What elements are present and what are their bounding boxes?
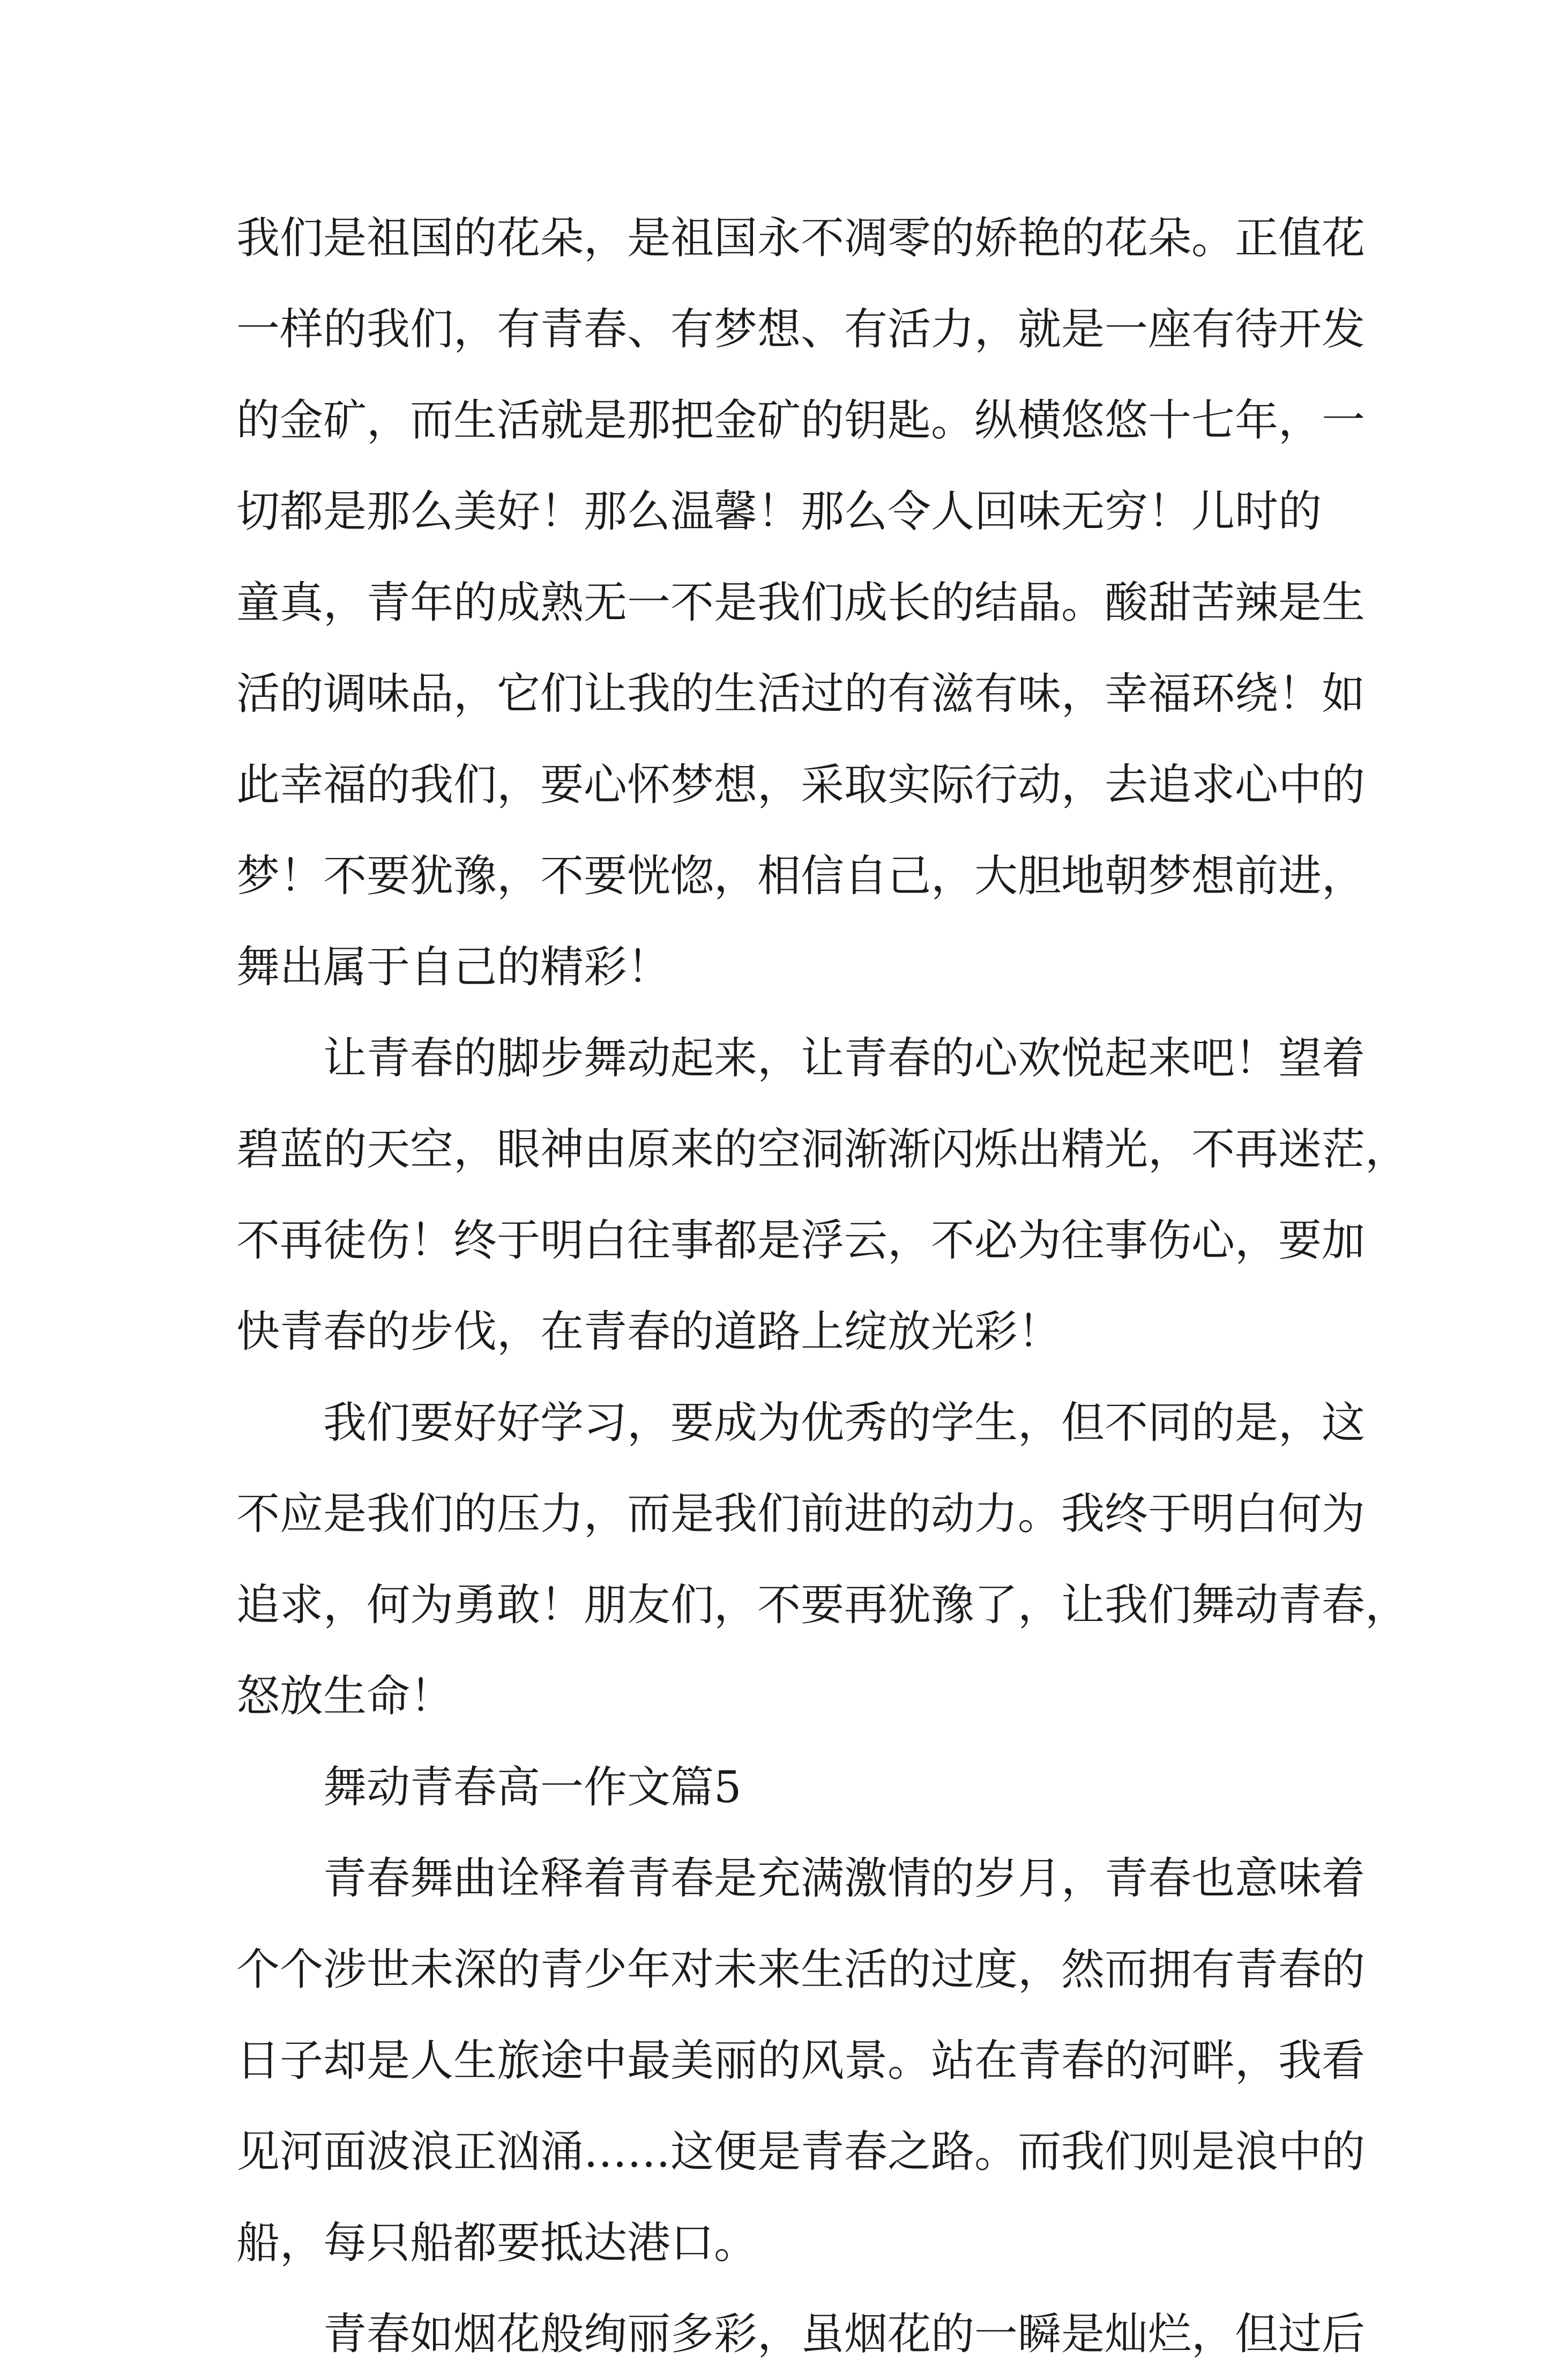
text-line: 不再徒伤！终于明白往事都是浮云，不必为往事伤心，要加 bbox=[236, 1216, 1366, 1266]
text-line: 此幸福的我们，要心怀梦想，采取实际行动，去追求心中的 bbox=[236, 760, 1366, 810]
text-line: 切都是那么美好！那么温馨！那么令人回味无穷！儿时的 bbox=[236, 487, 1322, 537]
text-line: 让青春的脚步舞动起来，让青春的心欢悦起来吧！望着 bbox=[323, 1033, 1366, 1084]
paragraph bbox=[236, 1013, 1409, 1378]
text-line: 舞出属于自己的精彩！ bbox=[236, 942, 671, 993]
text-line: 个个涉世未深的青少年对未来生活的过度，然而拥有青春的 bbox=[236, 1945, 1366, 1995]
paragraph bbox=[236, 193, 1366, 1013]
text-line: 追求，何为勇敢！朋友们，不要再犹豫了，让我们舞动青春， bbox=[236, 1580, 1409, 1631]
text-line: 怒放生命！ bbox=[236, 1671, 454, 1722]
text-line: 青春舞曲诠释着青春是充满激情的岁月，青春也意味着 bbox=[323, 1854, 1366, 1904]
text-line: 我们是祖国的花朵，是祖国永不凋零的娇艳的花朵。正值花 bbox=[236, 213, 1366, 264]
paragraph bbox=[236, 1833, 1366, 2289]
text-line: 活的调味品，它们让我的生活过的有滋有味，幸福环绕！如 bbox=[236, 669, 1366, 719]
text-line: 日子却是人生旅途中最美丽的风景。站在青春的河畔，我看 bbox=[236, 2036, 1366, 2086]
text-line: 快青春的步伐，在青春的道路上绽放光彩！ bbox=[236, 1307, 1062, 1357]
section-heading bbox=[236, 1742, 1330, 1833]
text-line: 船，每只船都要抵达港口。 bbox=[236, 2218, 758, 2269]
text-line: 碧蓝的天空，眼神由原来的空洞渐渐闪烁出精光，不再迷茫， bbox=[236, 1125, 1409, 1175]
text-line: 童真，青年的成熟无一不是我们成长的结晶。酸甜苦辣是生 bbox=[236, 578, 1366, 628]
section-heading-text: 舞动青春高一作文篇5 bbox=[323, 1762, 742, 1813]
essay-body bbox=[236, 193, 1409, 2380]
text-line: 青春如烟花般绚丽多彩，虽烟花的一瞬是灿烂，但过后 bbox=[323, 2309, 1366, 2360]
text-line: 一样的我们，有青春、有梦想、有活力，就是一座有待开发 bbox=[236, 304, 1366, 355]
text-line: 见河面波浪正汹涌……这便是青春之路。而我们则是浪中的 bbox=[236, 2127, 1366, 2177]
text-line: 的金矿，而生活就是那把金矿的钥匙。纵横悠悠十七年，一 bbox=[236, 396, 1366, 446]
paragraph bbox=[236, 1378, 1409, 1742]
paragraph bbox=[236, 2289, 1366, 2380]
text-line: 梦！不要犹豫，不要恍惚，相信自己，大胆地朝梦想前进， bbox=[236, 851, 1366, 902]
text-line: 不应是我们的压力，而是我们前进的动力。我终于明白何为 bbox=[236, 1489, 1366, 1539]
text-line: 我们要好好学习，要成为优秀的学生，但不同的是，这 bbox=[323, 1398, 1366, 1448]
